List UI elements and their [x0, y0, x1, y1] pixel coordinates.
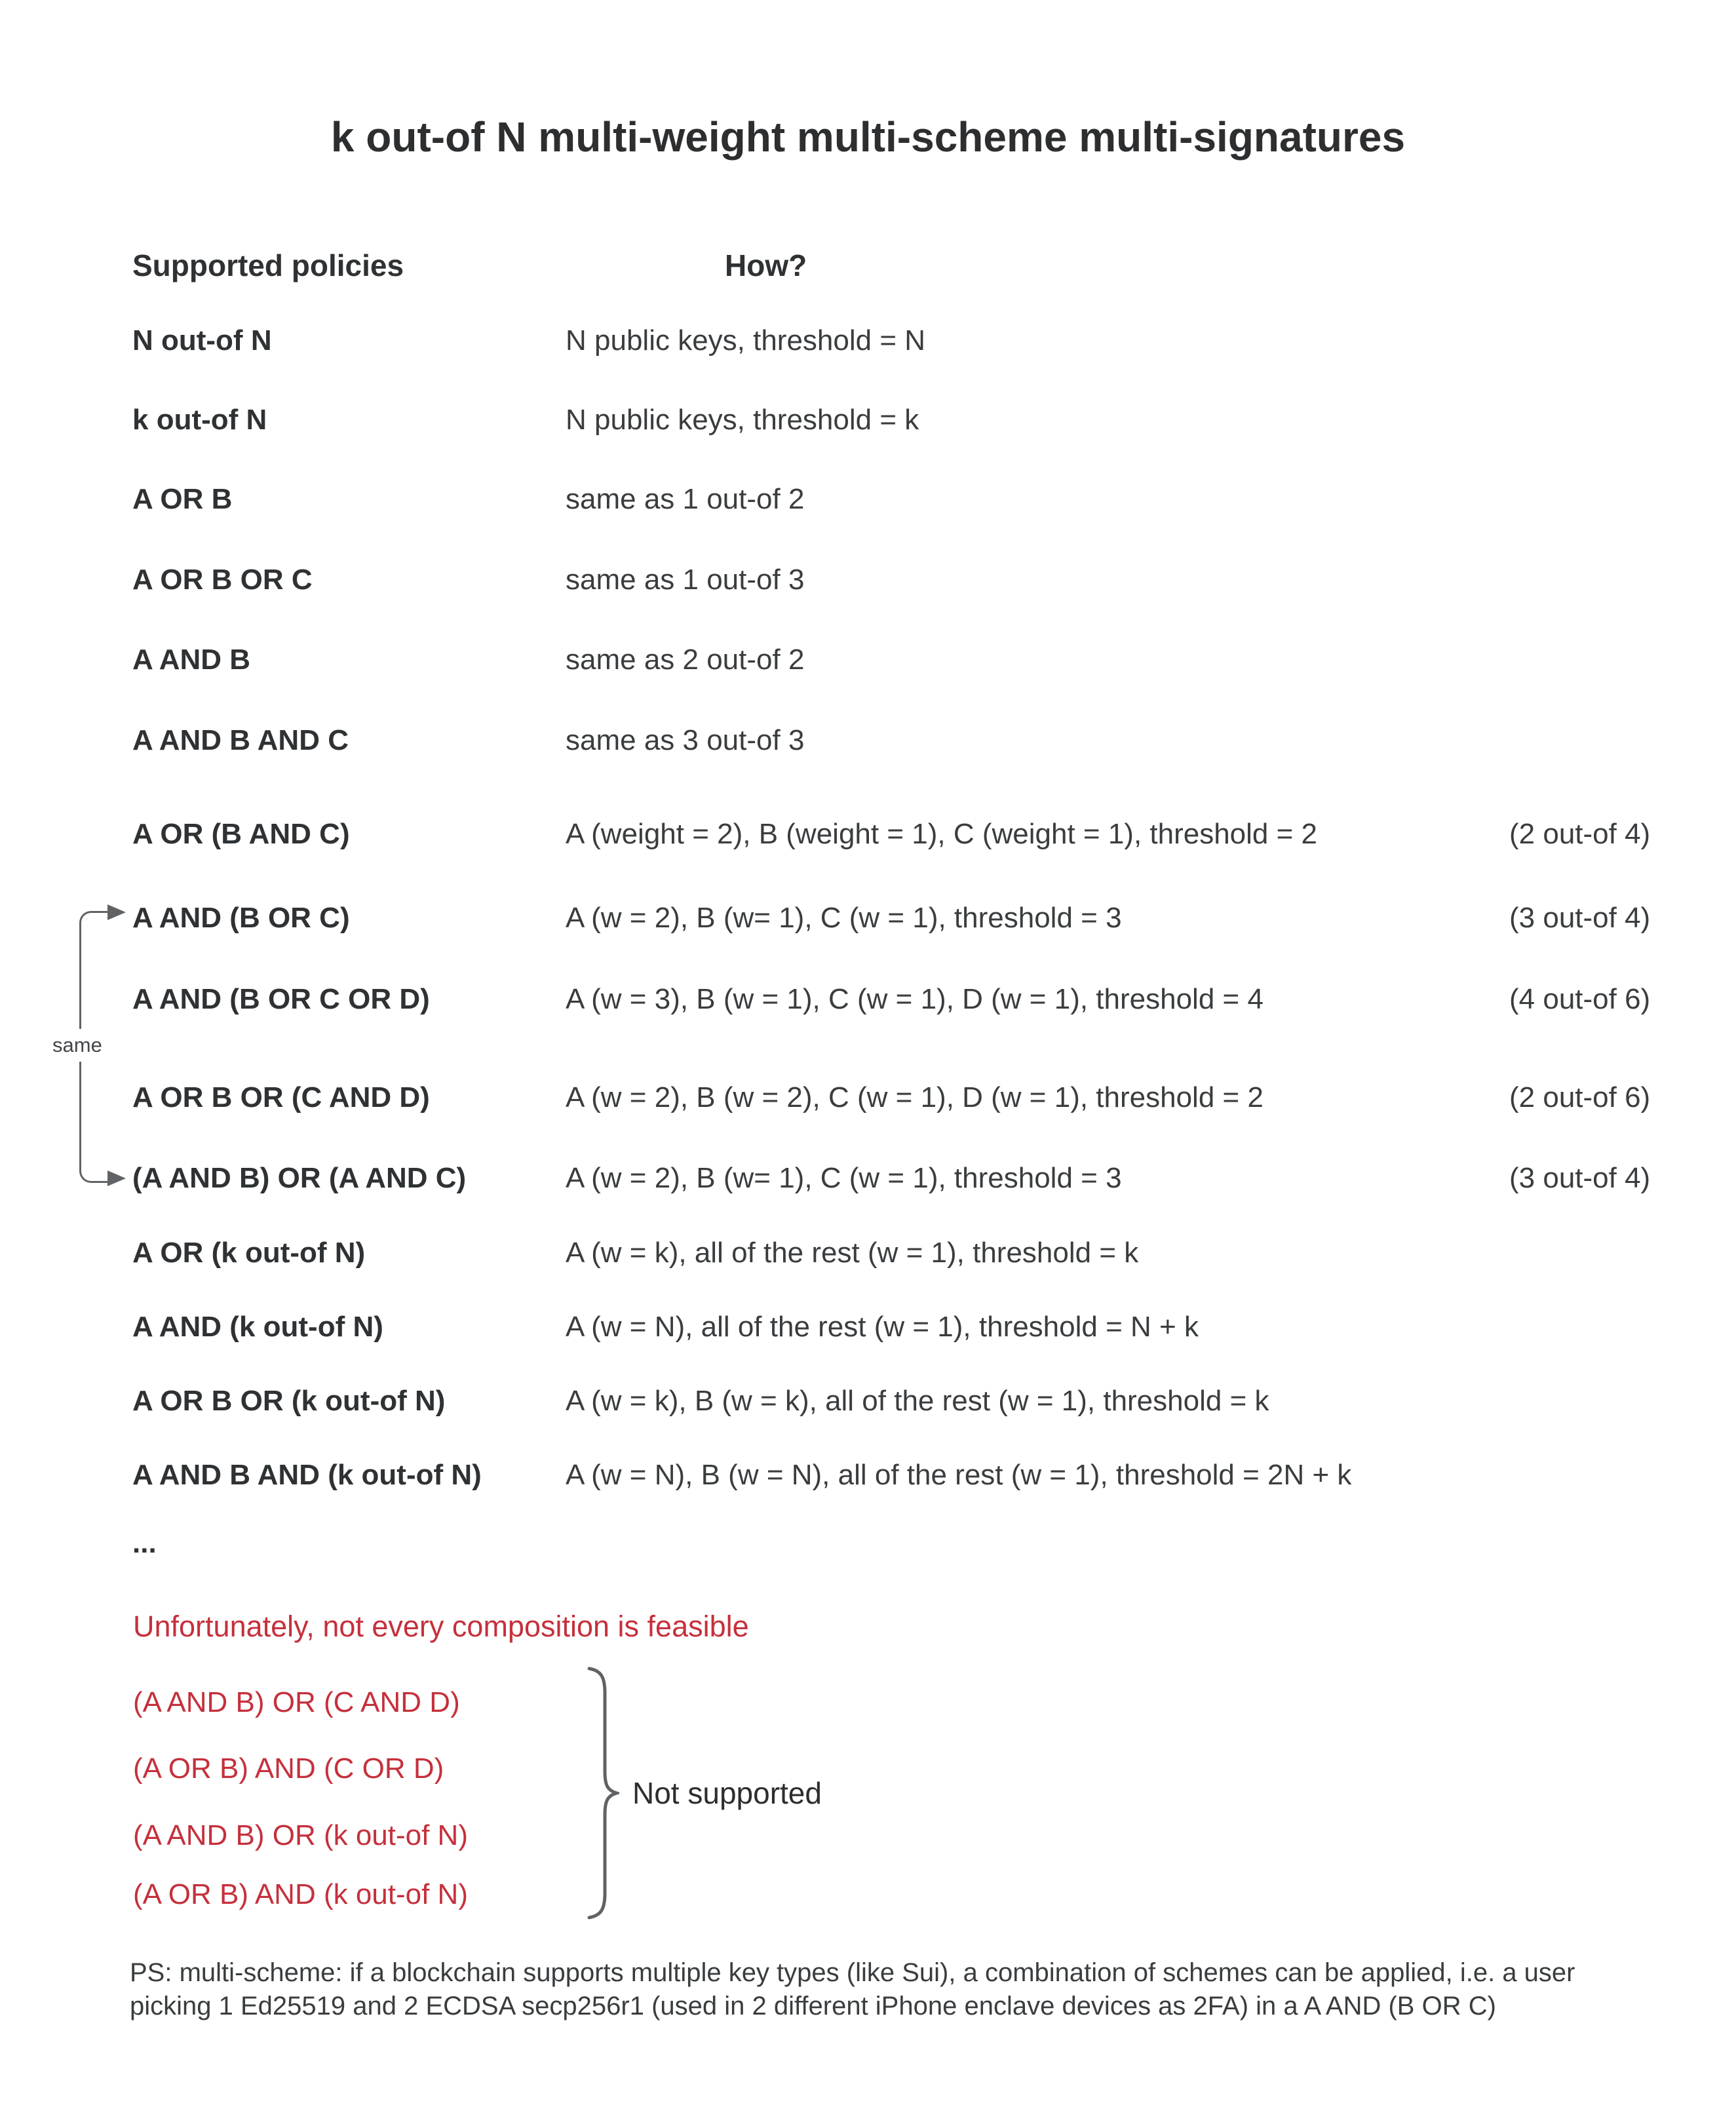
- table-row: [132, 562, 1509, 598]
- how-value: A (w = 2), B (w= 1), C (w = 1), threshold = 3: [566, 1162, 1122, 1194]
- how-value: A (w = k), all of the rest (w = 1), threshold = k: [566, 1237, 1139, 1269]
- policy-label: A OR B OR C: [132, 564, 313, 596]
- policy-label: A AND B AND (k out-of N): [132, 1459, 482, 1491]
- table-row: [132, 1080, 1650, 1115]
- policy-label: A AND B AND C: [132, 724, 349, 756]
- table-row: [132, 982, 1650, 1017]
- how-value: A (w = 3), B (w = 1), C (w = 1), D (w = 1), threshold = 4: [566, 983, 1263, 1015]
- how-value: A (w = 2), B (w= 1), C (w = 1), threshold = 3: [566, 902, 1122, 934]
- policies-column-header: Supported policies: [132, 248, 404, 282]
- table-row: [132, 900, 1650, 936]
- infeasible-item: (A AND B) OR (k out-of N): [133, 1819, 468, 1851]
- table-row: [132, 402, 1509, 438]
- how-value: N public keys, threshold = N: [566, 324, 926, 357]
- policy-label: A OR B: [132, 483, 233, 515]
- table-row: [132, 323, 1509, 358]
- policy-label: A AND B: [132, 644, 251, 676]
- infeasible-item: (A OR B) AND (C OR D): [133, 1752, 444, 1785]
- table-row: [132, 1458, 1509, 1493]
- policy-label: A AND (B OR C OR D): [132, 983, 430, 1015]
- how-value: same as 2 out-of 2: [566, 644, 805, 676]
- how-column-header: How?: [725, 248, 807, 282]
- policy-label: (A AND B) OR (A AND C): [132, 1162, 467, 1194]
- not-supported-label: Not supported: [632, 1776, 822, 1810]
- how-value: same as 3 out-of 3: [566, 724, 805, 756]
- curly-brace-icon: [585, 1667, 619, 1920]
- table-row: [132, 482, 1509, 517]
- policy-label: A OR B OR (C AND D): [132, 1081, 430, 1113]
- table-row: [132, 723, 1509, 758]
- how-value: same as 1 out-of 3: [566, 564, 805, 596]
- ps-note: PS: multi-scheme: if a blockchain supports multiple key types (like Sui), a combination of schemes can be applied, i.e. a user picking 1 Ed25519 and 2 ECDSA secp256r1 (used in 2 different iPhone enclave devices as 2FA) in a A AND (B OR C): [130, 1958, 1575, 2020]
- how-value: A (w = k), B (w = k), all of the rest (w = 1), threshold = k: [566, 1385, 1269, 1417]
- how-value: A (w = N), B (w = N), all of the rest (w = 1), threshold = 2N + k: [566, 1459, 1352, 1491]
- how-value: A (weight = 2), B (weight = 1), C (weight = 1), threshold = 2: [566, 818, 1318, 850]
- infeasible-heading: Unfortunately, not every composition is feasible: [133, 1610, 749, 1643]
- infeasible-item: (A AND B) OR (C AND D): [133, 1686, 460, 1718]
- how-value: N public keys, threshold = k: [566, 404, 919, 436]
- policy-label: A AND (k out-of N): [132, 1311, 383, 1343]
- how-value: A (w = 2), B (w = 2), C (w = 1), D (w = 1), threshold = 2: [566, 1081, 1263, 1113]
- table-row: [132, 642, 1509, 678]
- table-row: [132, 1383, 1509, 1419]
- table-header: [132, 248, 807, 283]
- equivalent-kofn: (4 out-of 6): [1509, 983, 1651, 1015]
- table-continuation-ellipsis: ...: [132, 1527, 157, 1559]
- arrow-right-icon: [107, 904, 126, 920]
- page-title: k out-of N multi-weight multi-scheme multi-signatures: [330, 113, 1406, 161]
- policy-label: A OR (B AND C): [132, 818, 350, 850]
- policy-label: k out-of N: [132, 404, 267, 436]
- policy-label: A OR (k out-of N): [132, 1237, 366, 1269]
- policy-label: N out-of N: [132, 324, 272, 357]
- how-value: same as 1 out-of 2: [566, 483, 805, 515]
- how-value: A (w = N), all of the rest (w = 1), threshold = N + k: [566, 1311, 1199, 1343]
- equivalent-kofn: (2 out-of 4): [1509, 818, 1651, 850]
- table-row: [132, 1161, 1650, 1196]
- equivalent-kofn: (2 out-of 6): [1509, 1081, 1651, 1113]
- infeasible-item: (A OR B) AND (k out-of N): [133, 1878, 468, 1910]
- equivalent-kofn: (3 out-of 4): [1509, 902, 1651, 934]
- arrow-right-icon: [107, 1170, 126, 1186]
- same-annotation-label: same: [48, 1029, 106, 1062]
- table-row: [132, 817, 1650, 852]
- table-row: [132, 1235, 1509, 1271]
- equivalent-kofn: (3 out-of 4): [1509, 1162, 1651, 1194]
- policy-label: A OR B OR (k out-of N): [132, 1385, 446, 1417]
- policy-label: A AND (B OR C): [132, 902, 350, 934]
- table-row: [132, 1309, 1509, 1345]
